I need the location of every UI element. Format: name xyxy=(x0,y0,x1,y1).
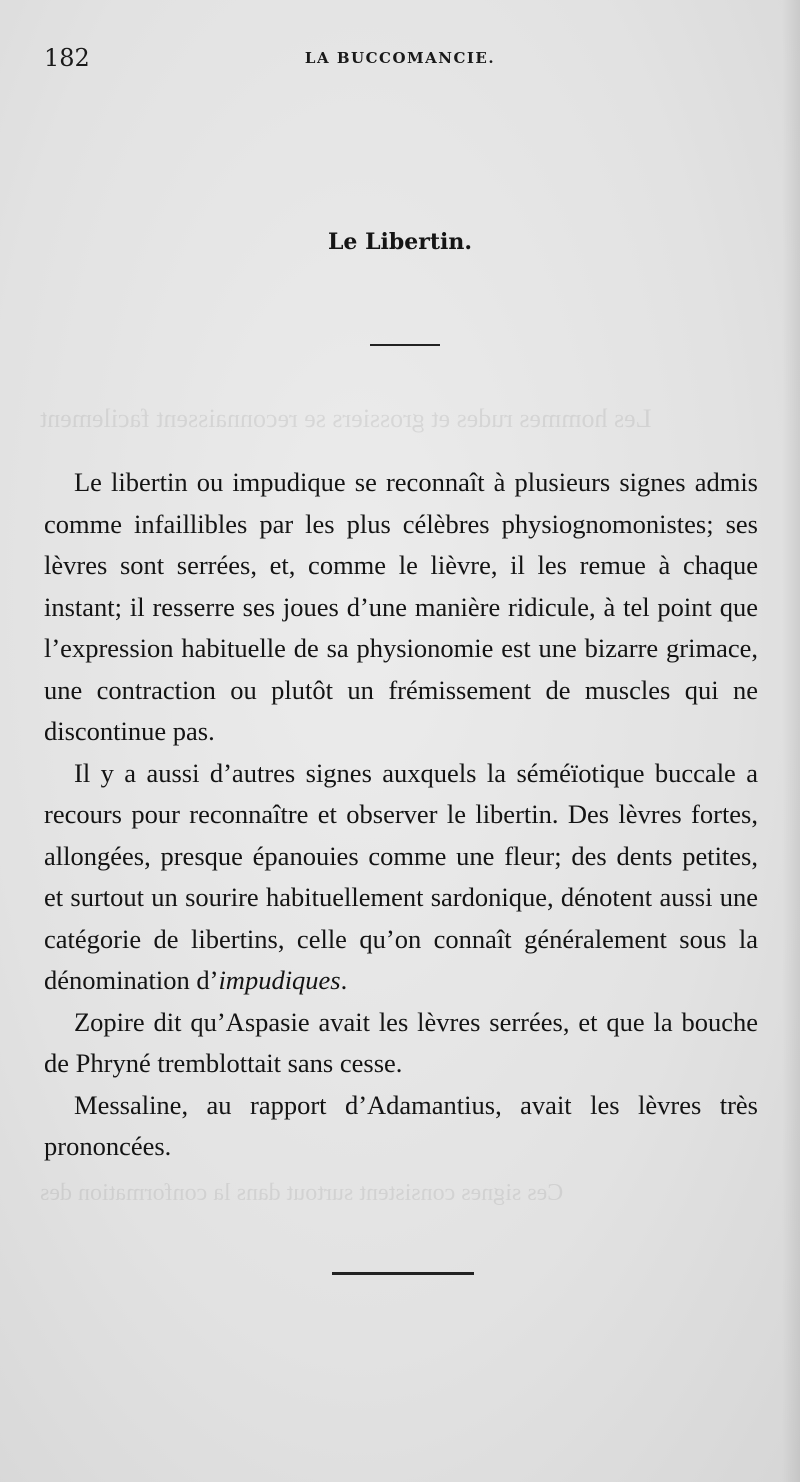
section-title: Le Libertin. xyxy=(327,229,473,255)
section-end-rule xyxy=(332,1272,474,1275)
page-edge-shadow xyxy=(782,0,800,1482)
paragraph: Zopire dit qu’Aspasie avait les lèvres serrées, et que la bouche de Phryné tremblottait sans cesse. xyxy=(44,1006,758,1078)
paragraph xyxy=(44,753,758,1002)
page-number: 182 xyxy=(44,44,90,72)
paragraph-text: Il y a aussi d’autres signes auxquels la séméïotique buccale a recours pour reconnaître et observer le libertin. Des lèvres fortes, allongées, presque épanouies comme une fleur; des dents petites, et surtout un sourire habituellement sardonique, dénotent aussi une catégorie de libertins, celle qu’on connaît généralement sous la dénomination d’ xyxy=(44,757,758,995)
running-head xyxy=(44,40,756,76)
show-through-text: Ces signes consistent surtout dans la conformation des xyxy=(40,1180,564,1206)
italic-term: impudiques xyxy=(218,965,341,995)
running-title: LA BUCCOMANCIE. xyxy=(304,49,496,67)
body-text xyxy=(44,462,758,1168)
title-rule xyxy=(370,344,440,346)
paragraph-text: . xyxy=(340,965,348,995)
paragraph: Messaline, au rapport d’Adamantius, avait les lèvres très prononcées. xyxy=(44,1089,758,1161)
paragraph: Le libertin ou impudique se reconnaît à plusieurs signes admis comme infaillibles par les plus célèbres physiognomonistes; ses lèvres sont serrées, et, comme le lièvre, il les remue à chaque instant; il resserre ses joues d’une manière ridicule, à tel point que l’expression habituelle de sa physionomie est une bizarre grimace, une contraction ou plutôt un frémissement de muscles qui ne discontinue pas. xyxy=(44,467,758,746)
show-through-text: Les hommes rudes et grossiers se reconnaissent facilement xyxy=(40,404,652,433)
